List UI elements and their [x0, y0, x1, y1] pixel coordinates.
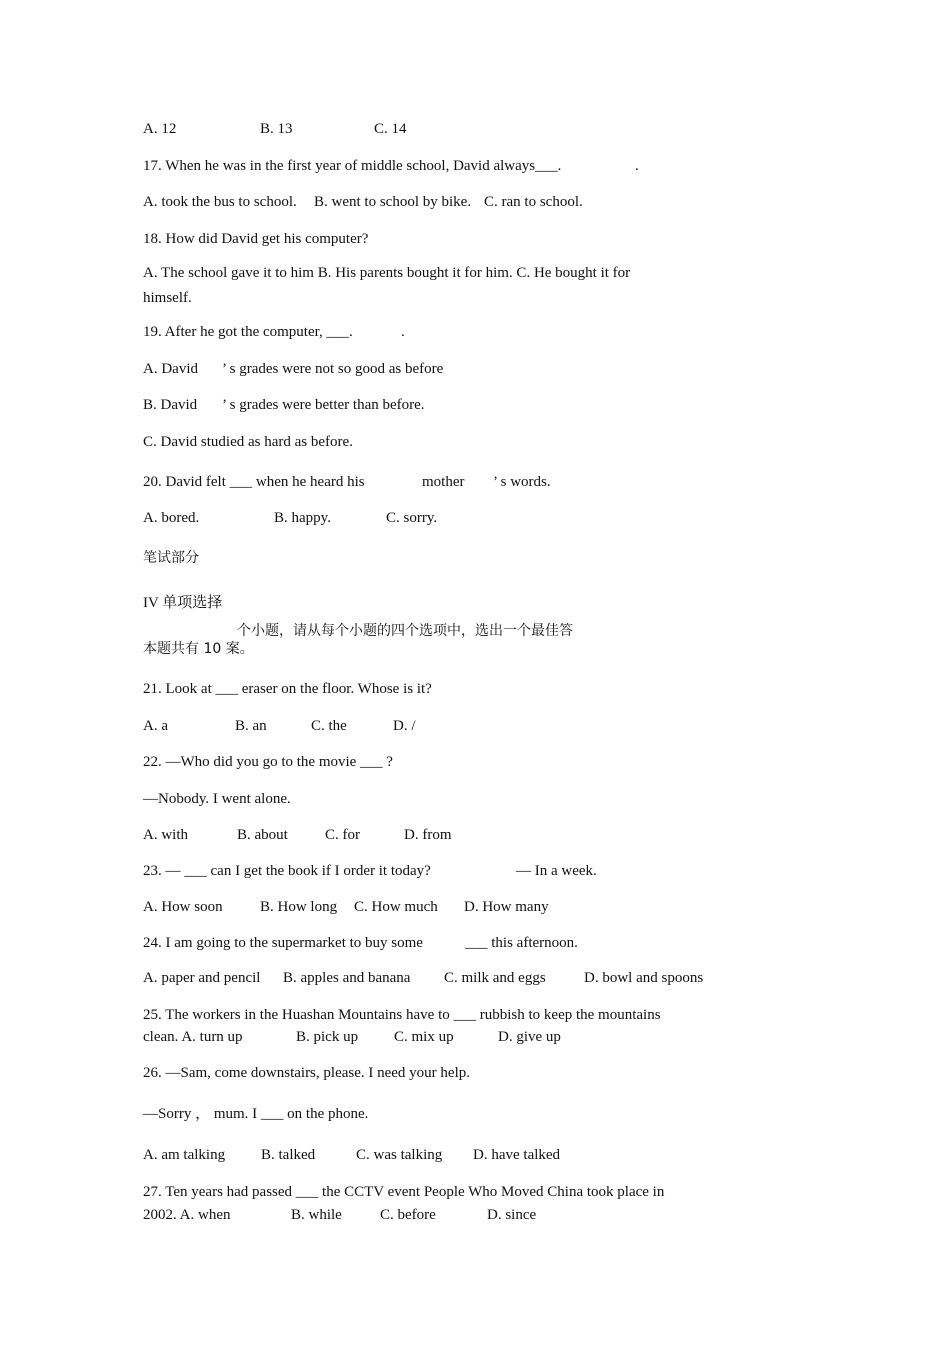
q22-option-c: C. for	[325, 827, 360, 843]
q26-option-c: C. was talking	[356, 1147, 443, 1163]
q20-option-c: C. sorry.	[386, 510, 438, 526]
q17-trailing-dot: .	[635, 158, 639, 174]
q24-stem-part2: ___ this afternoon.	[465, 935, 578, 951]
q16-option-b: B. 13	[260, 121, 293, 137]
q17-option-a: A. took the bus to school.	[143, 194, 297, 210]
q27-stem: 27. Ten years had passed ___ the CCTV event People Who Moved China took place in	[143, 1184, 665, 1200]
q27-option-a: 2002. A. when	[143, 1207, 231, 1223]
q19-option-c: C. David studied as hard as before.	[143, 434, 353, 450]
q20-option-a: A. bored.	[143, 510, 200, 526]
q23-option-c: C. How much	[354, 899, 438, 915]
q19-option-a-part2: ’ s grades were not so good as before	[222, 361, 444, 377]
q24-stem-part1: 24. I am going to the supermarket to buy some	[143, 935, 423, 951]
q23-reply: — In a week.	[516, 863, 597, 879]
q21-stem: 21. Look at ___ eraser on the floor. Whose is it?	[143, 681, 432, 697]
q22-stem: 22. —Who did you go to the movie ___ ?	[143, 754, 393, 770]
q18-options-line2: himself.	[143, 290, 192, 306]
q21-option-b: B. an	[235, 718, 267, 734]
q24-option-b: B. apples and banana	[283, 970, 411, 986]
q19-trailing-dot: .	[401, 324, 405, 340]
q20-stem-part1: 20. David felt ___ when he heard his	[143, 474, 365, 490]
q27-option-c: C. before	[380, 1207, 436, 1223]
q26-option-b: B. talked	[261, 1147, 316, 1163]
q23-option-a: A. How soon	[143, 899, 223, 915]
q19-option-a-part1: A. David	[143, 361, 198, 377]
q26-reply: —Sorry ， mum. I ___ on the phone.	[143, 1106, 369, 1122]
section-instruction-lower: 本题共有 10 案。	[143, 641, 254, 657]
q17-stem: 17. When he was in the first year of middle school, David always___.	[143, 158, 562, 174]
q24-option-a: A. paper and pencil	[143, 970, 261, 986]
q18-options-line1: A. The school gave it to him B. His parents bought it for him. C. He bought it for	[143, 265, 631, 281]
q17-option-b: B. went to school by bike.	[314, 194, 472, 210]
q21-option-c: C. the	[311, 718, 347, 734]
section-title-text: IV 单项选择	[143, 595, 223, 611]
q26-option-d: D. have talked	[473, 1147, 561, 1163]
q27-option-b: B. while	[291, 1207, 342, 1223]
q25-option-d: D. give up	[498, 1029, 561, 1045]
q23-option-b: B. How long	[260, 899, 338, 915]
q16-option-a: A. 12	[143, 121, 177, 137]
q25-option-c: C. mix up	[394, 1029, 454, 1045]
q21-option-d: D. /	[393, 718, 416, 734]
q20-option-b: B. happy.	[274, 510, 331, 526]
q19-stem: 19. After he got the computer, ___.	[143, 324, 353, 340]
q25-option-a: clean. A. turn up	[143, 1029, 243, 1045]
q20-stem-part2: mother	[422, 474, 465, 490]
q26-option-a: A. am talking	[143, 1147, 226, 1163]
q19-option-b-part1: B. David	[143, 397, 198, 413]
q22-option-b: B. about	[237, 827, 288, 843]
section-instruction-upper: 个小题，请从每个小题的四个选项中，选出一个最佳答	[237, 623, 573, 639]
q23-option-d: D. How many	[464, 899, 549, 915]
q24-option-c: C. milk and eggs	[444, 970, 546, 986]
written-part-heading: 笔试部分	[143, 550, 199, 566]
q27-option-d: D. since	[487, 1207, 537, 1223]
q25-stem: 25. The workers in the Huashan Mountains have to ___ rubbish to keep the mountains	[143, 1007, 661, 1023]
q23-stem: 23. — ___ can I get the book if I order it today?	[143, 863, 431, 879]
q22-option-d: D. from	[404, 827, 452, 843]
q25-option-b: B. pick up	[296, 1029, 359, 1045]
q22-reply: —Nobody. I went alone.	[143, 791, 291, 807]
section-title	[143, 594, 222, 612]
q21-option-a: A. a	[143, 718, 168, 734]
q19-option-b-part2: ’ s grades were better than before.	[222, 397, 425, 413]
q20-stem-part3: ’ s words.	[493, 474, 551, 490]
q24-option-d: D. bowl and spoons	[584, 970, 704, 986]
q17-option-c: C. ran to school.	[484, 194, 583, 210]
q16-option-c: C. 14	[374, 121, 407, 137]
q22-option-a: A. with	[143, 827, 188, 843]
q26-stem: 26. —Sam, come downstairs, please. I need your help.	[143, 1065, 471, 1081]
q18-stem: 18. How did David get his computer?	[143, 231, 369, 247]
